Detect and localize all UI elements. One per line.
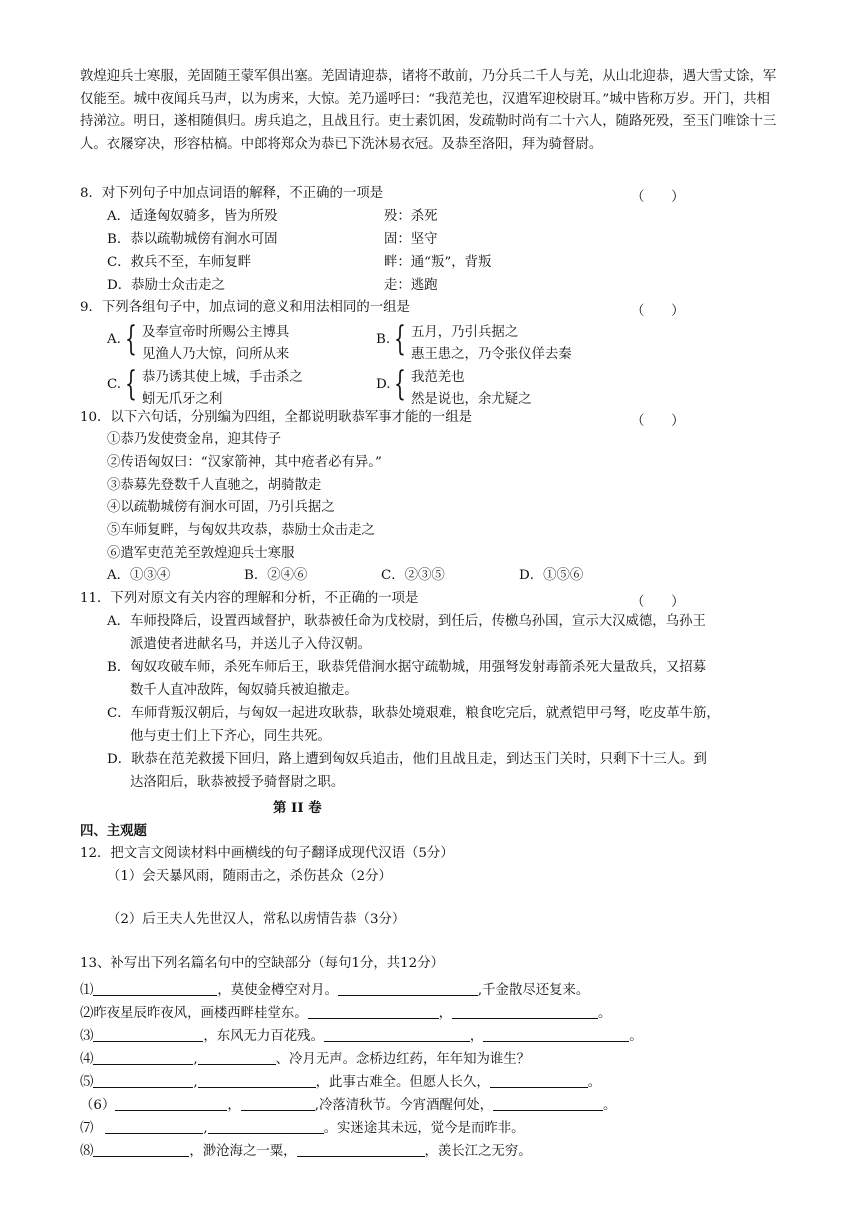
line-text: ,冷落清秋节。今宵酒醒何处，	[314, 1098, 494, 1113]
line-text: ，羡长江之无穷。	[424, 1144, 532, 1159]
line-text: 。	[587, 1075, 602, 1090]
fill-blank[interactable]	[324, 1027, 470, 1042]
line-number: ⑺	[80, 1121, 94, 1136]
fill-blank[interactable]	[198, 1073, 316, 1088]
q13-line-2	[80, 1004, 611, 1022]
line-text: 。实迷途其未远，觉今是而昨非。	[323, 1121, 525, 1136]
q8-gloss-b: 固：坚守	[384, 232, 438, 247]
fill-blank[interactable]	[308, 1004, 439, 1019]
fill-blank[interactable]	[452, 1004, 598, 1019]
q9-stem: 9．下列各组句子中，加点词的意义和用法相同的一组是	[80, 300, 410, 315]
line-text: ,千金散尽还复来。	[477, 983, 590, 998]
q10-item: ②传语匈奴曰：“汉家箭神，其中疮者必有异。”	[107, 455, 382, 470]
fill-blank[interactable]	[198, 1050, 276, 1065]
q8-option-d: D．恭励士众击走之	[107, 278, 225, 293]
q12-sentence-2: （2）后王夫人先世汉人，常私以虏情告恭（3分）	[107, 912, 406, 927]
fill-blank[interactable]	[483, 1027, 629, 1042]
q11-option-a-cont: 派遣使者进献名马，并送儿子入侍汉朝。	[130, 637, 372, 652]
q11-option-b: B．匈奴攻破车师，杀死车师后王，耿恭凭借涧水据守疏勒城，用强弩发射毒箭杀死大量敌兵，又招募	[107, 660, 707, 675]
q8-gloss-c: 畔：通“叛”，背叛	[384, 255, 492, 270]
q8-answer-paren: （ ）	[631, 190, 685, 205]
line-text: ，东风无力百花残。	[203, 1029, 324, 1044]
q11-option-d: D．耿恭在范羌救援下回归，路上遭到匈奴兵追击，他们且战且走，到达玉门关时，只剩下十三人。到	[107, 752, 707, 767]
line-number: ⑴	[80, 983, 94, 998]
line-text: ,	[193, 1052, 198, 1067]
q9-group-a-line1: 及奉宣帝时所赐公主博具	[142, 325, 290, 340]
line-text: 。	[598, 1006, 612, 1021]
q11-option-d-cont: 达洛阳后，耿恭被授予骑督尉之职。	[130, 775, 345, 790]
q10-item: ⑤车师复畔，与匈奴共攻恭，恭励士众击走之	[107, 523, 375, 538]
q8-option-a: A．适逢匈奴骑多，皆为所殁	[107, 209, 278, 224]
fill-blank[interactable]	[297, 1142, 425, 1157]
line-number: ⑻	[80, 1144, 94, 1159]
q13-line-1	[80, 981, 589, 999]
q10-item: ④以疏勒城傍有涧水可固，乃引兵据之	[107, 500, 335, 515]
q9-group-a-line2: 见渔人乃大惊，问所从来	[142, 347, 290, 362]
fill-blank[interactable]	[338, 981, 478, 996]
q9-group-d-line1: 我范羌也	[411, 370, 465, 385]
q10-item: ⑥遣军吏范羌至敦煌迎兵士寒服	[107, 546, 295, 561]
q9-group-a-label: A.	[107, 332, 121, 347]
fill-blank[interactable]	[93, 981, 217, 996]
line-text: ⑵昨夜星辰昨夜风，画楼西畔桂堂东。	[80, 1006, 308, 1021]
q13-line-7	[80, 1119, 525, 1137]
line-number: ⑶	[80, 1029, 94, 1044]
q8-option-b: B．恭以疏勒城傍有涧水可固	[107, 232, 278, 247]
q8-option-c: C．救兵不至，车师复畔	[107, 255, 252, 270]
fill-blank[interactable]	[93, 1050, 193, 1065]
q10-choice-c: C．②③⑤	[381, 568, 445, 583]
q10-item: ①恭乃发使赍金帛，迎其侍子	[107, 432, 282, 447]
q9-group-c-line1: 恭乃诱其使上城，手击杀之	[142, 370, 303, 385]
line-text: ，此事古难全。但愿人长久，	[315, 1075, 490, 1090]
q10-stem: 10．以下六句话，分别编为四组，全都说明耿恭军事才能的一组是	[80, 410, 472, 425]
q11-option-c-cont: 他与吏士们上下齐心，同生共死。	[130, 729, 331, 744]
q13-line-4	[80, 1050, 530, 1068]
q9-group-c-label: C.	[107, 377, 122, 392]
fill-blank[interactable]	[93, 1142, 189, 1157]
line-number: （6）	[80, 1098, 116, 1113]
q9-group-d-label: D.	[376, 377, 391, 392]
line-text: 。	[603, 1098, 617, 1113]
q10-choice-a: A．①③④	[107, 568, 171, 583]
q10-choice-b: B．②④⑥	[244, 568, 308, 583]
q11-option-c: C．车师背叛汉朝后，与匈奴一起进攻耿恭，耿恭处境艰难，粮食吃完后，就煮铠甲弓弩，吃皮革牛筋，	[107, 706, 720, 721]
passage-text: 敦煌迎兵士寒服，羌固随王蒙军俱出塞。羌固请迎恭，诸将不敢前，乃分兵二千人与羌，从山北迎恭，遇大雪丈馀，军仅能至。城中夜闻兵马声，以为虏来，大惊。羌乃遥呼曰：“我范羌也，汉遣军迎校尉耳。”城中皆称万岁。开门，共相持涕泣。明日，遂相随俱归。虏兵追之，且战且行。吏士素饥困，发疏勒时尚有二十六人，随路死殁，至玉门唯馀十三人。衣屦穿决，形容枯槁。中郎将郑众为恭已下洗沐易衣冠。及恭至洛阳，拜为骑督尉。	[80, 69, 777, 152]
volume-2-heading: 第 II 卷	[273, 800, 322, 816]
q12-stem: 12．把文言文阅读材料中画横线的句子翻译成现代汉语（5分）	[80, 846, 454, 861]
q9-group-b-label: B.	[376, 332, 391, 347]
fill-blank[interactable]	[490, 1073, 588, 1088]
q9-answer-paren: （ ）	[631, 304, 685, 319]
q9-group-a-brace: {	[125, 319, 137, 359]
q8-gloss-d: 走：逃跑	[384, 278, 438, 293]
fill-blank[interactable]	[208, 1119, 324, 1134]
fill-blank[interactable]	[115, 1096, 227, 1111]
q9-group-c-brace: {	[125, 364, 137, 404]
line-text: ,	[193, 1075, 198, 1090]
q8-stem: 8．对下列句子中加点词语的解释，不正确的一项是	[80, 186, 384, 201]
line-text: ，	[438, 1006, 453, 1021]
q11-option-a: A．车师投降后，设置西域督护，耿恭被任命为戊校尉，到任后，传檄乌孙国，宣示大汉威德，乌孙王	[107, 614, 706, 629]
q10-item: ③恭募先登数千人直驰之，胡骑散走	[107, 478, 322, 493]
fill-blank[interactable]	[105, 1119, 203, 1134]
line-number: ⑸	[80, 1075, 94, 1090]
section-4-heading: 四、主观题	[80, 823, 147, 839]
q13-stem: 13、补写出下列名篇名句中的空缺部分（每句1分，共12分）	[80, 956, 444, 971]
q10-choice-d: D．①⑤⑥	[519, 568, 584, 583]
q9-group-b-line1: 五月，乃引兵据之	[411, 325, 519, 340]
q9-group-d-line2: 然是说也，余尤疑之	[411, 392, 532, 407]
q9-group-d-brace: {	[394, 364, 406, 404]
line-text: ，莫使金樽空对月。	[217, 983, 338, 998]
fill-blank[interactable]	[493, 1096, 603, 1111]
q11-answer-paren: （ ）	[631, 595, 685, 610]
q13-line-8	[80, 1142, 532, 1160]
q13-line-5	[80, 1073, 601, 1091]
q12-sentence-1: （1）会天暴风雨，随雨击之，杀伤甚众（2分）	[107, 869, 392, 884]
line-text: 。	[629, 1029, 643, 1044]
q11-option-b-cont: 数千人直冲敌阵，匈奴骑兵被迫撤走。	[130, 683, 358, 698]
q9-group-c-line2: 蚓无爪牙之利	[142, 392, 223, 407]
q8-gloss-a: 殁：杀死	[384, 209, 438, 224]
fill-blank[interactable]	[93, 1073, 193, 1088]
q9-group-b-line2: 惠王患之，乃令张仪佯去秦	[411, 347, 572, 362]
q13-line-3	[80, 1027, 643, 1045]
fill-blank[interactable]	[241, 1096, 315, 1111]
line-text: ,	[203, 1121, 208, 1136]
line-text: 、冷月无声。念桥边红药，年年知为谁生？	[275, 1052, 531, 1067]
line-number: ⑷	[80, 1052, 94, 1067]
line-text: ，	[469, 1029, 484, 1044]
fill-blank[interactable]	[93, 1027, 203, 1042]
q10-answer-paren: （ ）	[631, 414, 685, 429]
line-text: ，	[227, 1098, 241, 1113]
q11-stem: 11．下列对原文有关内容的理解和分析，不正确的一项是	[80, 591, 419, 606]
q9-group-b-brace: {	[394, 319, 406, 359]
line-text: ，渺沧海之一粟，	[189, 1144, 297, 1159]
q13-line-6	[80, 1096, 616, 1114]
